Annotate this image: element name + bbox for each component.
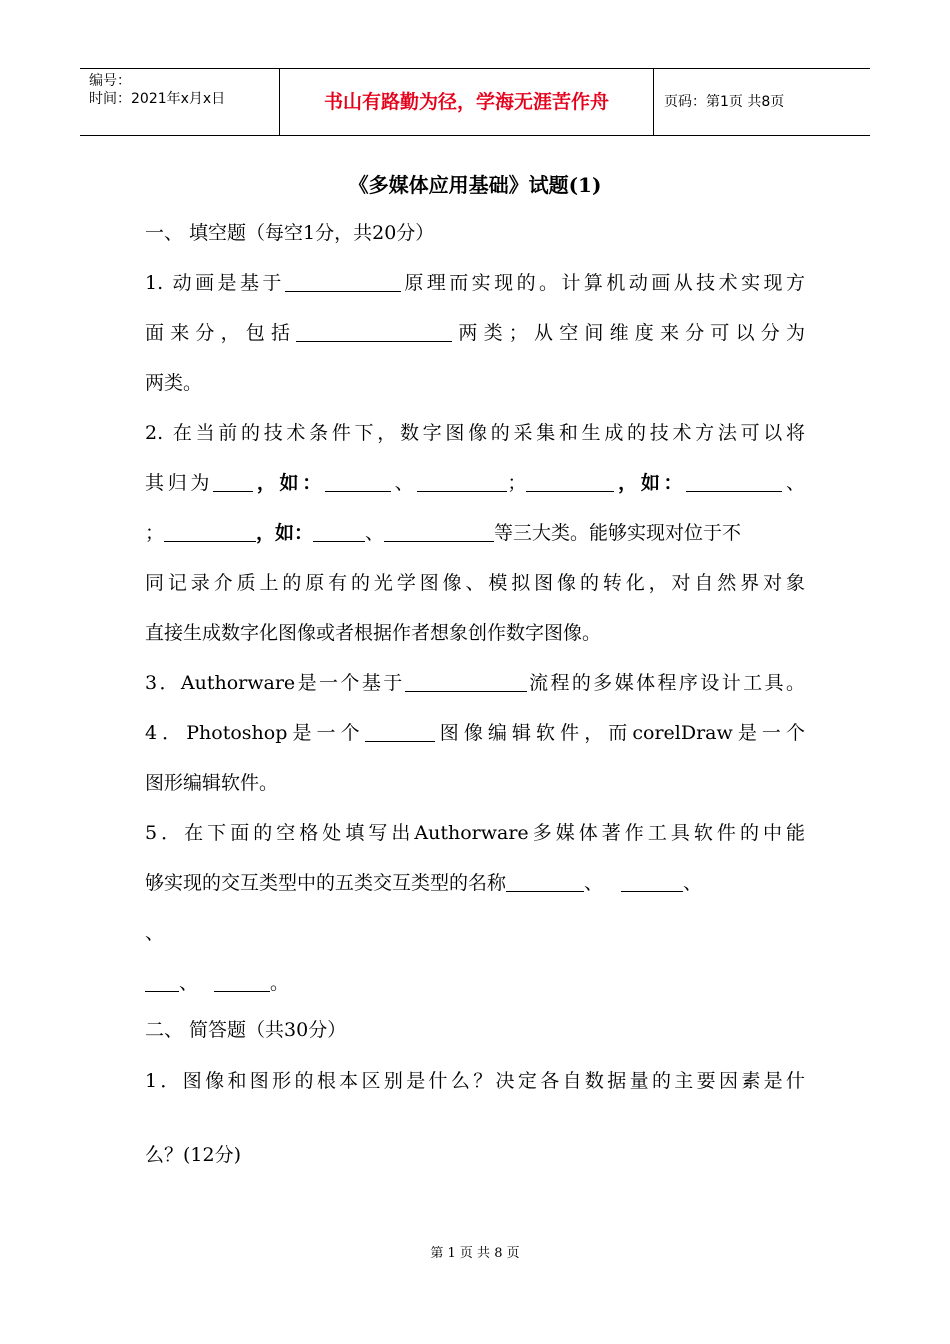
q2-line5: 直接生成数字化图像或者根据作者想象创作数字图像。 <box>145 622 602 644</box>
answer-blank[interactable] <box>296 321 452 342</box>
time-label: 时间：2021年x月x日 <box>89 91 226 107</box>
answer-blank[interactable] <box>621 871 683 892</box>
header-meta <box>80 69 280 135</box>
section1-heading: 一、 填空题（每空1分，共20分） <box>145 222 435 244</box>
s2-q1-line1: 1．图像和图形的根本区别是什么？决定各自数据量的主要因素是什 <box>145 1070 805 1092</box>
q4-line2: 图形编辑软件。 <box>145 772 279 794</box>
section2-heading: 二、 简答题（共30分） <box>145 1019 347 1041</box>
answer-blank[interactable] <box>686 471 782 492</box>
q2-line4: 同记录介质上的原有的光学图像、模拟图像的转化，对自然界对象 <box>145 572 805 594</box>
answer-blank[interactable] <box>417 471 507 492</box>
answer-blank[interactable] <box>213 471 253 492</box>
answer-blank[interactable] <box>526 471 614 492</box>
answer-blank[interactable] <box>325 471 391 492</box>
q5-line2: 够实现的交互类型中的五类交互类型的名称 、 、 <box>145 872 703 894</box>
q2-line1: 2. 在当前的技术条件下，数字图像的采集和生成的技术方法可以将 <box>145 422 805 444</box>
s2-q1-line2: 么？(12分) <box>145 1144 242 1166</box>
answer-blank[interactable] <box>313 521 365 542</box>
q1-line2: 面来分，包括 两类；从空间维度来分可以分为 <box>145 322 805 344</box>
answer-blank[interactable] <box>384 521 494 542</box>
page-header <box>80 68 870 136</box>
header-motto: 书山有路勤为径，学海无涯苦作舟 <box>280 69 654 135</box>
answer-blank[interactable] <box>365 721 435 742</box>
page-footer: 第 1 页 共 8 页 <box>430 1246 520 1261</box>
q1-line3: 两类。 <box>145 372 203 394</box>
q5-line4: 、 。 <box>145 968 289 998</box>
q5-line3: 、 <box>145 922 165 944</box>
answer-blank[interactable] <box>214 971 270 992</box>
q1-line1: 1. 动画是基于 原理而实现的。计算机动画从技术实现方 <box>145 272 805 294</box>
header-page-info: 页码：第1页 共8页 <box>664 94 785 110</box>
q4-line1: 4．Photoshop是一个 图像编辑软件，而corelDraw是一个 <box>145 722 805 744</box>
answer-blank[interactable] <box>145 971 179 992</box>
answer-blank[interactable] <box>506 871 584 892</box>
q3-line1: 3．Authorware是一个基于 流程的多媒体程序设计工具。 <box>145 672 805 694</box>
exam-title: 《多媒体应用基础》试题(1) <box>348 173 602 197</box>
answer-blank[interactable] <box>164 521 256 542</box>
q2-line2: 其归为 ，如： 、 ； ，如： 、 <box>145 472 805 494</box>
q5-line1: 5．在下面的空格处填写出Authorware多媒体著作工具软件的中能 <box>145 822 805 844</box>
q2-line3: ； ，如： 、 等三大类。能够实现对位于不 <box>145 522 742 544</box>
number-label: 编号： <box>89 73 131 89</box>
answer-blank[interactable] <box>285 271 401 292</box>
answer-blank[interactable] <box>405 671 527 692</box>
